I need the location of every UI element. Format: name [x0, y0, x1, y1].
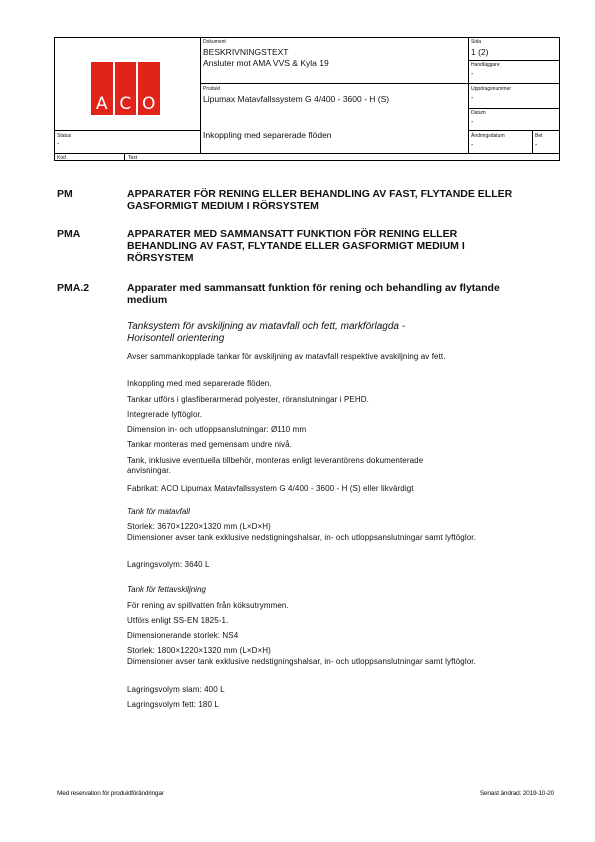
datum-label: Datum — [471, 110, 486, 116]
footer-disclaimer: Med reservation för produktförändringar — [57, 790, 164, 797]
fett-design-size: Dimensionerande storlek: NS4 — [127, 631, 239, 640]
intro-heading: Tanksystem för avskiljning av matavfall och fett, markförlagda - Horisontell orientering — [127, 321, 406, 344]
dokument-label: Dokument — [203, 39, 226, 45]
footer-last-modified: Senast ändrad: 2019-10-20 — [479, 790, 554, 797]
matavfall-volume: Lagringsvolym: 3640 L — [127, 560, 210, 569]
header-hline-right-2 — [468, 83, 560, 84]
text-label: Text — [128, 155, 138, 161]
bet-label: Bet — [535, 133, 543, 139]
sida-value: 1 (2) — [471, 47, 489, 57]
section-title-pma2: Apparater med sammansatt funktion för rening och behandling av flytande medium — [127, 282, 500, 306]
header-hline-right-3 — [468, 108, 560, 109]
header-hline-bottom — [54, 153, 560, 154]
header-border-top — [54, 37, 560, 38]
header-border-right — [559, 37, 560, 160]
dokument-title: BESKRIVNINGSTEXT — [203, 47, 289, 57]
paragraph-4: Integrerade lyftöglor. — [127, 410, 203, 419]
fett-purpose: För rening av spillvatten från köksutrymmen. — [127, 601, 289, 610]
header-hline-right-1 — [468, 60, 560, 61]
uppdragsnummer-value: - — [471, 95, 474, 102]
section-title-pma: APPARATER MED SAMMANSATT FUNKTION FÖR RENING ELLER BEHANDLING AV FAST, FLYTANDE ELLER GASFORMIGT MEDIUM I RÖRSYSTEM — [127, 228, 465, 264]
handlaggare-label: Handläggare — [471, 62, 500, 68]
header-divider-2 — [468, 37, 469, 154]
uppdragsnummer-label: Uppdragsnummer — [471, 86, 512, 92]
kod-label: Kod — [57, 155, 66, 161]
inkoppling-text: Inkoppling med separerade flöden — [203, 130, 332, 140]
header-hline-status — [54, 130, 201, 131]
paragraph-7: Tank, inklusive eventuella tillbehör, monteras enligt leverantörens dokumenterade anvisningar. — [127, 456, 424, 475]
datum-value: - — [471, 119, 474, 126]
paragraph-8: Fabrikat: ACO Lipumax Matavfallssystem G 4/400 - 3600 - H (S) eller likvärdigt — [127, 484, 414, 493]
produkt-label: Produkt — [203, 86, 221, 92]
paragraph-6: Tankar monteras med gemensam undre nivå. — [127, 440, 292, 449]
andringsdatum-label: Ändringsdatum — [471, 133, 505, 139]
sida-label: Sida — [471, 39, 482, 45]
section-code-pma: PMA — [57, 228, 81, 240]
logo-box-o: O — [138, 62, 160, 115]
fett-volume-slam: Lagringsvolym slam: 400 L — [127, 685, 225, 694]
andringsdatum-value: - — [471, 142, 474, 149]
fett-size: Storlek: 1800×1220×1320 mm (L×D×H) — [127, 646, 271, 655]
fett-volume-fett: Lagringsvolym fett: 180 L — [127, 700, 219, 709]
paragraph-2: Inkoppling med med separerade flöden. — [127, 379, 272, 388]
produkt-value: Lipumax Matavfallssystem G 4/400 - 3600 - H (S) — [203, 94, 390, 104]
fett-dimension-note: Dimensioner avser tank exklusive nedstigningshalsar, in- och utloppsanslutningar samt lyftöglor. — [127, 657, 476, 666]
logo-box-a: A — [91, 62, 113, 115]
header-border-left — [54, 37, 55, 160]
bet-value: - — [535, 142, 538, 149]
handlaggare-value: - — [471, 71, 474, 78]
matavfall-heading: Tank för matavfall — [127, 507, 190, 516]
header-divider-1 — [200, 37, 201, 154]
paragraph-5: Dimension in- och utloppsanslutningar: Ø110 mm — [127, 425, 307, 434]
section-code-pm: PM — [57, 188, 73, 200]
section-title-pm: APPARATER FÖR RENING ELLER BEHANDLING AV FAST, FLYTANDE ELLER GASFORMIGT MEDIUM I RÖRSYSTEM — [127, 188, 513, 212]
dokument-subtitle: Ansluter mot AMA VVS & Kyla 19 — [203, 58, 329, 68]
fett-standard: Utförs enligt SS-EN 1825-1. — [127, 616, 229, 625]
status-label: Status — [57, 133, 72, 139]
header-vline-bet — [532, 130, 533, 154]
aco-logo — [91, 62, 160, 115]
header-hline-right-4 — [468, 130, 560, 131]
header-hline-produkt — [200, 83, 469, 84]
matavfall-dimension-note: Dimensioner avser tank exklusive nedstigningshalsar, in- och utloppsanslutningar samt lyftöglor. — [127, 533, 476, 542]
matavfall-size: Storlek: 3670×1220×1320 mm (L×D×H) — [127, 522, 271, 531]
section-code-pma2: PMA.2 — [57, 282, 90, 294]
paragraph-1: Avser sammankopplade tankar för avskiljning av matavfall respektive avskiljning av fett. — [127, 352, 446, 361]
logo-box-c: C — [115, 62, 137, 115]
status-value: - — [57, 141, 60, 148]
fett-heading: Tank för fettavskiljning — [127, 585, 206, 594]
paragraph-3: Tankar utförs i glasfiberarmerad polyester, röranslutningar i PEHD. — [127, 395, 369, 404]
